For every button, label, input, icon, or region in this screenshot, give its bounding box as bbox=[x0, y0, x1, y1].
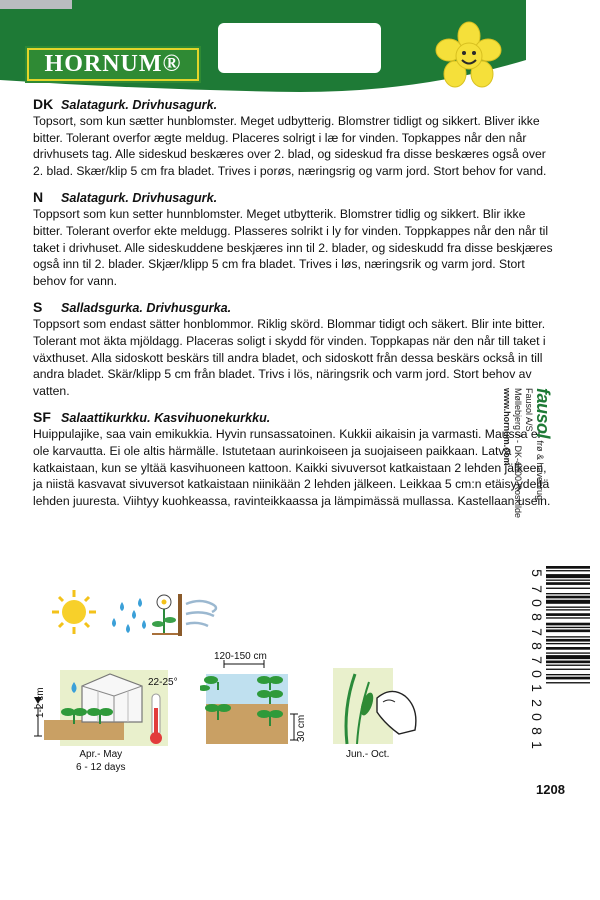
section-title: Salatagurk. Drivhusagurk. bbox=[61, 191, 218, 206]
barcode-bar bbox=[546, 669, 590, 670]
barcode-bar bbox=[546, 574, 590, 578]
barcode-bar bbox=[546, 588, 590, 589]
fausol-tagline: frø & havebrug bbox=[535, 440, 545, 501]
label-box bbox=[218, 23, 381, 73]
barcode-digit: 7 bbox=[529, 585, 545, 593]
section-title: Salatagurk. Drivhusagurk. bbox=[61, 98, 218, 112]
barcode-digit: 0 bbox=[529, 670, 545, 679]
temperature-label: 22-25° bbox=[148, 677, 178, 688]
barcode-digit: 0 bbox=[529, 712, 545, 721]
barcode-bar bbox=[546, 566, 590, 569]
barcode-bar bbox=[546, 661, 590, 664]
company-web: www.hornum.com bbox=[502, 388, 512, 466]
plant-spacing-label: 30 cm bbox=[296, 714, 307, 742]
barcode-bar bbox=[546, 623, 590, 626]
article-number: 1208 bbox=[536, 782, 565, 797]
barcode-bar bbox=[546, 582, 590, 585]
sun-icon bbox=[52, 590, 96, 634]
barcode-bar bbox=[546, 655, 590, 659]
sowing-period-label: Apr.- May bbox=[79, 749, 123, 760]
barcode-bar bbox=[546, 607, 590, 608]
section-sf bbox=[33, 409, 553, 509]
barcode-digit: 7 bbox=[529, 627, 545, 636]
section-dk bbox=[33, 96, 553, 179]
spacing-illustration bbox=[200, 660, 310, 745]
section-body: Toppsort som endast sätter honblommor. Riklig skörd. Blommar tidigt och säkert. Blir inte bitter. Tolerant mot äkta mjöldagg. Placeras soligt i skydd för vinden. Toppkapas när den når till taket i växthuset. Alla sidoskott beskärs till andra bladet, och sidoskott från dessa beskärs också in till andra bladet. Skär/klipp 5 cm från bladet. Trivs i lös, näringsrik och varm jord. Stort behov av vatten. bbox=[33, 317, 546, 398]
flower-logo-icon bbox=[434, 20, 504, 90]
barcode-bar bbox=[546, 647, 590, 650]
fausol-logo: fausol bbox=[533, 388, 553, 439]
section-code: SF bbox=[33, 409, 51, 426]
barcode-bar bbox=[546, 639, 590, 642]
section-n bbox=[33, 189, 553, 289]
harvest-period-label: Jun.- Oct. bbox=[346, 749, 390, 760]
company-info bbox=[501, 388, 553, 519]
barcode-bar bbox=[546, 652, 590, 653]
depth-label: 1-2 cm bbox=[35, 687, 46, 718]
barcode-digit: 7 bbox=[529, 656, 545, 664]
section-code: N bbox=[33, 189, 44, 206]
barcode-bar bbox=[546, 617, 590, 618]
row-spacing-label: 120-150 cm bbox=[214, 651, 267, 662]
section-s bbox=[33, 299, 553, 399]
barcode-bar bbox=[546, 665, 590, 666]
barcode-digit: 2 bbox=[529, 698, 545, 707]
growing-conditions-icons bbox=[52, 588, 222, 640]
barcode-bar bbox=[546, 629, 590, 632]
section-code: S bbox=[33, 299, 43, 316]
barcode-bar bbox=[546, 627, 590, 628]
section-body: Huippulajike, saa vain emikukkia. Hyvin runsassatoinen. Kukkii aikaisin ja varmasti. Maussa ei ole karvautta. Ei ole altis härmälle. Istutetaan aurinkoiseen ja suojaiseen paikkaan. Latva katkaistaan, kun se yltää kasvihuoneen kattoon. Kaikki sivuversot katkaistaan 2 lehden jälkeen, ja niistä kasvavat sivuversot katkaistaan niinikään 2 lehden jälkeen. Leikkaa 5 cm:n etäisyydeltä lehden juuresta. Viihtyy kuohkeassa, ravinteikkaassa ja lämpimässä mullassa. Kastellaan usein. bbox=[33, 427, 551, 508]
barcode-digits bbox=[529, 566, 545, 756]
barcode-bar bbox=[546, 609, 590, 610]
barcode-bar bbox=[546, 643, 590, 644]
hornum-logo: HORNUM® bbox=[27, 48, 199, 81]
sowing-period bbox=[76, 748, 125, 774]
water-drops-icon bbox=[112, 598, 146, 633]
germination-label: 6 - 12 days bbox=[76, 762, 126, 773]
thermometer-icon bbox=[150, 694, 162, 744]
barcode-digit: 1 bbox=[529, 684, 545, 693]
barcode-digit: 8 bbox=[529, 641, 545, 650]
section-body: Topsort, som kun sætter hunblomster. Meget udbytterig. Blomstrer tidligt og sikkert. Bliver ikke bitter. Tolerant overfor ægte meldug. Placeres solrigt i læ for vinden. Topkappes når den når drivhusets tag. Alle sideskud beskæres over 2. blad, og sideskud fra disse beskæres også over 2. blad. Skær/klip 5 cm fra bladet. Trives i porøs, næringsrig og varm jord. Stort behov for vand. bbox=[33, 114, 547, 178]
barcode-digit: 8 bbox=[529, 727, 545, 735]
barcode-bar bbox=[546, 600, 590, 604]
company-name: Fausol A/S bbox=[524, 388, 534, 432]
section-title: Salladsgurka. Drivhusgurka. bbox=[61, 301, 232, 316]
barcode-bar bbox=[546, 636, 590, 637]
wind-shelter-icon bbox=[178, 594, 216, 636]
harvest-illustration bbox=[333, 668, 423, 748]
barcode-digit: 0 bbox=[529, 599, 545, 608]
barcode bbox=[516, 566, 590, 756]
barcode-digit: 8 bbox=[529, 613, 545, 622]
company-address: Møllebjerg 7 - DK-4000 Roskilde bbox=[513, 388, 523, 519]
barcode-bar bbox=[546, 682, 590, 683]
top-strip bbox=[0, 0, 72, 9]
barcode-bar bbox=[546, 674, 590, 675]
section-title: Salaattikurkku. Kasvihuonekurkku. bbox=[61, 411, 271, 426]
barcode-bar bbox=[546, 593, 590, 594]
barcode-bar bbox=[546, 677, 590, 680]
description-content bbox=[33, 96, 553, 519]
barcode-bar bbox=[546, 580, 590, 581]
section-body: Toppsort som kun setter hunnblomster. Meget utbytterik. Blomstrer tidlig og sikkert. Blir ikke bitter. Tolerant overfor ekte meldugg. Plasseres solrikt i ly for vinden. Toppkappes når den når til taket i drivhuset. Alle sideskuddene beskjæres inn til 2. blader, og sideskudd fra disse beskjæres også inn til 2. blader. Skjær/klipp 5 cm fra bladet. Trives i løs, næringsrik og varm jord. Stort behov for vann. bbox=[33, 207, 553, 288]
section-code: DK bbox=[33, 96, 54, 112]
barcode-digit: 5 bbox=[529, 569, 545, 577]
barcode-bar bbox=[546, 570, 590, 571]
barcode-bar bbox=[546, 613, 590, 616]
barcode-digit: 1 bbox=[529, 741, 545, 750]
barcode-bar bbox=[546, 596, 590, 599]
flower-plant-icon bbox=[152, 595, 178, 634]
